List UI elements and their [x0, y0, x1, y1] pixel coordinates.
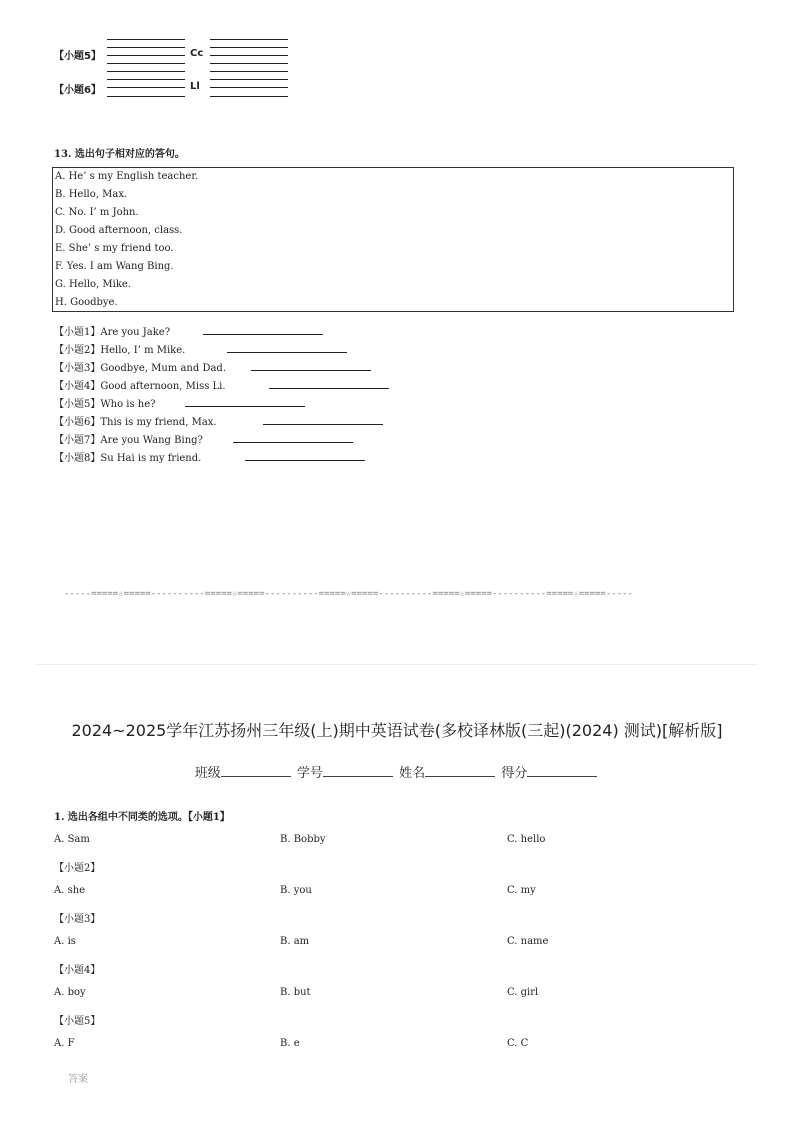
- q1-3-option-a[interactable]: A. is: [54, 936, 76, 947]
- writing-line: [210, 96, 288, 97]
- q13-sub-7: 【小题7】Are you Wang Bing?: [54, 435, 203, 446]
- answer-blank[interactable]: [233, 442, 353, 443]
- q13-sub-3: 【小题3】Goodbye, Mum and Dad.: [54, 363, 227, 374]
- q1-4-option-c[interactable]: C. girl: [507, 987, 539, 998]
- option-h: H. Goodbye.: [55, 297, 118, 308]
- writing-row6-label: 【小题6】: [54, 85, 101, 96]
- q13-sub-6: 【小题6】This is my friend, Max.: [54, 417, 217, 428]
- q1-2-option-b[interactable]: B. you: [280, 885, 312, 896]
- option-a: A. He’ s my English teacher.: [55, 171, 199, 182]
- option-c: C. No. I’ m John.: [55, 207, 139, 218]
- writing-line: [107, 79, 185, 80]
- writing-line: [107, 96, 185, 97]
- writing-line: [210, 71, 288, 72]
- writing-line: [107, 63, 185, 64]
- q1-3-option-c[interactable]: C. name: [507, 936, 549, 947]
- q1-5-option-c[interactable]: C. C: [507, 1038, 529, 1049]
- name-field[interactable]: [425, 764, 495, 777]
- q1-4-option-b[interactable]: B. but: [280, 987, 311, 998]
- name-label: 姓名: [399, 766, 426, 781]
- option-d: D. Good afternoon, class.: [55, 225, 183, 236]
- writing-line: [107, 47, 185, 48]
- q1-3-option-b[interactable]: B. am: [280, 936, 310, 947]
- score-field[interactable]: [527, 764, 597, 777]
- q13-options-box: [52, 167, 734, 312]
- q1-1-option-b[interactable]: B. Bobby: [280, 834, 326, 845]
- q1-title: 1. 选出各组中不同类的选项。【小题1】: [54, 812, 230, 823]
- id-field[interactable]: [323, 764, 393, 777]
- answer-blank[interactable]: [185, 406, 305, 407]
- answer-blank[interactable]: [203, 334, 323, 335]
- writing-line: [210, 47, 288, 48]
- q1-1-option-a[interactable]: A. Sam: [54, 834, 90, 845]
- writing-line: [107, 87, 185, 88]
- q1-5-option-a[interactable]: A. F: [54, 1038, 75, 1049]
- writing-line: [107, 71, 185, 72]
- answer-blank[interactable]: [269, 388, 389, 389]
- option-g: G. Hello, Mike.: [55, 279, 131, 290]
- writing-letter-ll: Ll: [190, 81, 200, 92]
- writing-line: [210, 39, 288, 40]
- student-info-row: [0, 762, 794, 781]
- option-b: B. Hello, Max.: [55, 189, 128, 200]
- q13-title: 13. 选出句子相对应的答句。: [54, 149, 185, 160]
- q1-2-option-c[interactable]: C. my: [507, 885, 536, 896]
- page-title: 2024~2025学年江苏扬州三年级(上)期中英语试卷(多校译林版(三起)(2024) 测试)[解析版]: [71, 721, 723, 740]
- q1-2-option-a[interactable]: A. she: [54, 885, 86, 896]
- q1-4-option-a[interactable]: A. boy: [54, 987, 86, 998]
- writing-line: [210, 79, 288, 80]
- writing-line: [107, 39, 185, 40]
- class-label: 班级: [194, 766, 221, 781]
- answer-blank[interactable]: [251, 370, 371, 371]
- q13-sub-5: 【小题5】Who is he?: [54, 399, 156, 410]
- q1-2-label: 【小题2】: [54, 863, 101, 874]
- writing-row5-label: 【小题5】: [54, 51, 101, 62]
- writing-letter-cc: Cc: [190, 48, 204, 59]
- score-label: 得分: [501, 766, 528, 781]
- q13-sub-2: 【小题2】Hello, I’ m Mike.: [54, 345, 186, 356]
- section-divider: -----=====☆=====----------=====☆=====----------=====☆=====----------=====☆=====----------=====☆=====-----: [64, 589, 633, 599]
- class-field[interactable]: [221, 764, 291, 777]
- q1-3-label: 【小题3】: [54, 914, 101, 925]
- answer-blank[interactable]: [263, 424, 383, 425]
- q13-sub-1: 【小题1】Are you Jake?: [54, 327, 171, 338]
- writing-line: [210, 63, 288, 64]
- q13-sub-4: 【小题4】Good afternoon, Miss Li.: [54, 381, 226, 392]
- option-f: F. Yes. I am Wang Bing.: [55, 261, 174, 272]
- writing-line: [107, 55, 185, 56]
- q1-5-label: 【小题5】: [54, 1016, 101, 1027]
- answer-blank[interactable]: [227, 352, 347, 353]
- q13-sub-8: 【小题8】Su Hai is my friend.: [54, 453, 202, 464]
- answer-label: 答案: [68, 1074, 88, 1085]
- option-e: E. She’ s my friend too.: [55, 243, 174, 254]
- page-separator: [36, 664, 758, 665]
- q1-5-option-b[interactable]: B. e: [280, 1038, 300, 1049]
- q1-1-option-c[interactable]: C. hello: [507, 834, 546, 845]
- id-label: 学号: [296, 766, 323, 781]
- answer-blank[interactable]: [245, 460, 365, 461]
- q1-4-label: 【小题4】: [54, 965, 101, 976]
- writing-line: [210, 55, 288, 56]
- writing-line: [210, 87, 288, 88]
